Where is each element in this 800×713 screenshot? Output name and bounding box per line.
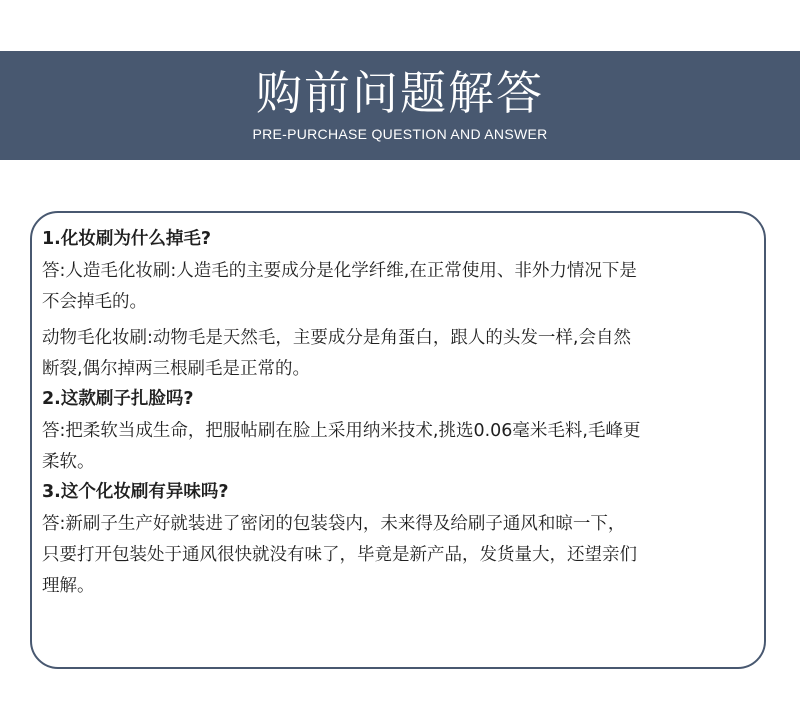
page-subtitle: PRE-PURCHASE QUESTION AND ANSWER (252, 126, 548, 142)
header-banner (0, 51, 800, 160)
faq-question-3: 3.这个化妆刷有异味吗? (42, 482, 229, 502)
faq-answer-1-line-1: 答:人造毛化妆刷:人造毛的主要成分是化学纤维,在正常使用、非外力情况下是 (42, 261, 637, 281)
faq-panel (30, 211, 766, 669)
faq-answer-1-line-3: 动物毛化妆刷:动物毛是天然毛，主要成分是角蛋白，跟人的头发一样,会自然 (42, 328, 631, 348)
page-title: 购前问题解答 (256, 66, 544, 120)
faq-answer-2-line-2: 柔软。 (42, 452, 95, 472)
faq-answer-3-line-3: 理解。 (42, 576, 95, 596)
faq-answer-3-line-2: 只要打开包装处于通风很快就没有味了，毕竟是新产品，发货量大，还望亲们 (42, 545, 637, 565)
faq-answer-2-line-1: 答:把柔软当成生命，把服帖刷在脸上采用纳米技术,挑选0.06毫米毛料,毛峰更 (42, 421, 641, 441)
faq-content (42, 227, 762, 598)
faq-answer-1-line-4: 断裂,偶尔掉两三根刷毛是正常的。 (42, 359, 311, 379)
faq-answer-1-line-2: 不会掉毛的。 (42, 292, 147, 312)
faq-question-2: 2.这款刷子扎脸吗? (42, 389, 194, 409)
faq-answer-3-line-1: 答:新刷子生产好就装进了密闭的包装袋内，未来得及给刷子通风和晾一下， (42, 514, 626, 534)
faq-question-1: 1.化妆刷为什么掉毛? (42, 229, 211, 249)
